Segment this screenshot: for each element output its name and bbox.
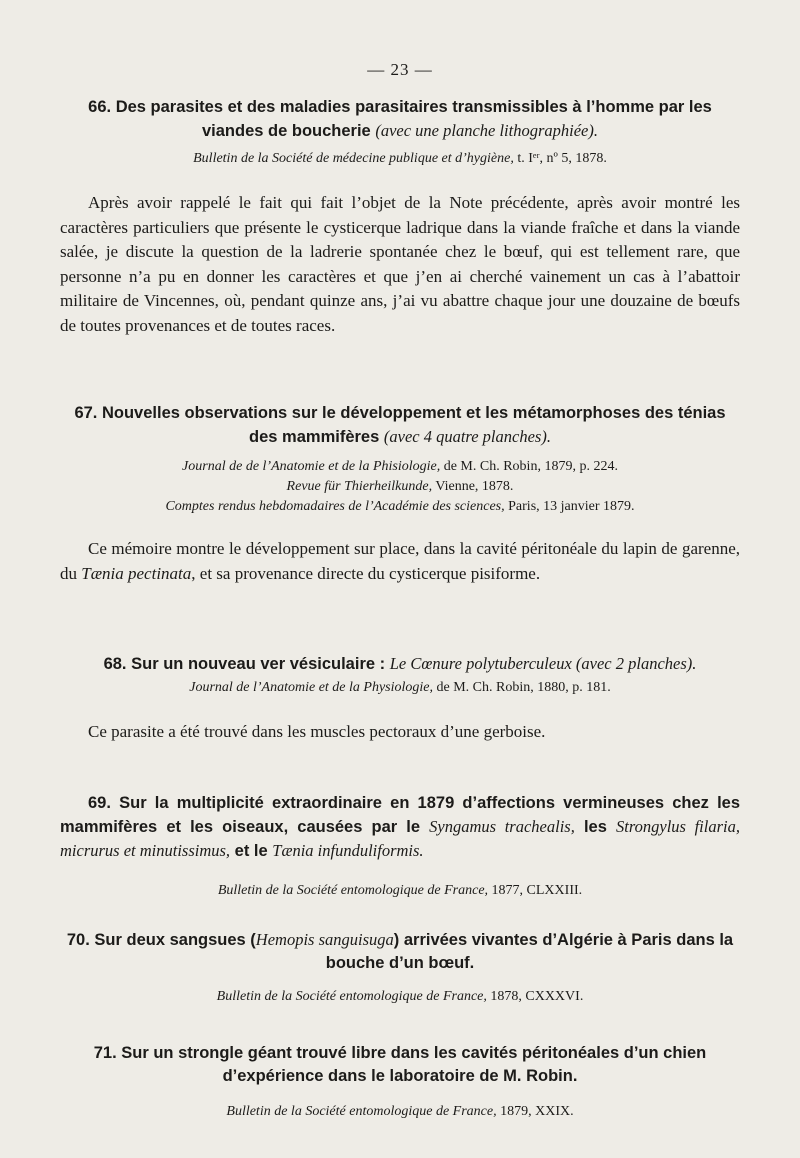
entry-title-text: Des parasites et des maladies parasitaires transmissibles à l’homme par les viandes de boucherie	[115, 98, 712, 140]
entry-title	[60, 652, 740, 676]
entry-title-text: Sur deux sangsues (	[94, 931, 256, 949]
paragraph-text: Ce mémoire montre le développement sur place, dans la cavité péritonéale du lapin de garenne, du	[60, 539, 740, 583]
entry-number: 71.	[93, 1044, 117, 1062]
reference-detail: Paris, 13 janvier 1879.	[508, 499, 635, 514]
reference	[60, 881, 740, 901]
entry-title-text: et le	[234, 842, 268, 860]
reference	[60, 987, 740, 1007]
reference-journal: Bulletin de la Société entomologique de France,	[216, 989, 487, 1004]
reference	[60, 457, 740, 477]
reference-journal: Bulletin de la Société entomologique de France,	[226, 1104, 497, 1119]
reference	[60, 477, 740, 497]
entry-title	[60, 402, 740, 449]
entry-number: 67.	[74, 404, 98, 422]
entry-paragraph: Après avoir rappelé le fait qui fait l’objet de la Note précédente, après avoir montré les caractères particuliers que présente le cysticerque ladrique dans la viande fraîche et dans la viande salée, je discute la question de la ladrerie spontanée chez le bœuf, qui est tellement rare, que personne n’a pu en donner les caractères et que j’en ai cherché vainement un cas à l’abattoir militaire de Vincennes, où, pendant quinze ans, j’ai vu abattre chaque jour une douzaine de bœufs de toutes provenances et de toutes races.	[60, 193, 740, 335]
entry-paragraph: Ce parasite a été trouvé dans les muscles pectoraux d’une gerboise.	[88, 722, 546, 741]
entry-title	[60, 96, 740, 143]
entry-title-species: Hemopis sanguisuga	[255, 930, 394, 949]
reference	[60, 149, 740, 169]
entry-title-text: Sur un strongle géant trouvé libre dans les cavités péritonéales d’un chien d’expérience dans le laboratoire de M. Robin.	[121, 1044, 707, 1085]
reference-detail: 1879, XXIX.	[500, 1104, 574, 1119]
entry-title-note: (avec 4 quatre planches).	[383, 427, 551, 446]
entry-title-species: Strongylus filaria, micrurus et minutissimus,	[60, 817, 740, 860]
entry-66	[60, 96, 740, 338]
entry-title-text: Sur un nouveau ver vésiculaire :	[131, 655, 386, 673]
entry-70	[60, 928, 740, 1007]
reference-detail: de M. Ch. Robin, 1879, p. 224.	[443, 459, 618, 474]
reference-journal: Revue für Thierheilkunde,	[286, 479, 433, 494]
reference-detail: 1877, CLXXIII.	[491, 883, 583, 898]
reference	[60, 497, 740, 517]
entry-title-text: ) arrivées vivantes d’Algérie à Paris dans la bouche d’un bœuf.	[325, 931, 734, 972]
entry-number: 66.	[88, 98, 112, 116]
entry-title-text: les	[583, 818, 607, 836]
entry-title-species: Syngamus trachealis,	[429, 817, 575, 836]
entry-71	[60, 1042, 740, 1122]
entry-67	[60, 402, 740, 586]
reference-journal: Bulletin de la Société entomologique de France,	[217, 883, 489, 898]
reference-journal: Journal de l’Anatomie et de la Physiologie,	[189, 680, 434, 695]
entry-68	[60, 652, 740, 745]
entry-title-note: (avec une planche lithographiée).	[375, 121, 598, 140]
entry-title-text: Sur la multiplicité extraordinaire en 1879 d’affections vermineuses chez les mammifères et les oiseaux, causées par le	[60, 794, 741, 836]
entry-number: 68.	[103, 655, 127, 673]
reference-detail: 1878, CXXXVI.	[490, 989, 584, 1004]
entry-title	[60, 1042, 740, 1088]
reference-journal: Bulletin de la Société de médecine publique et d’hygiène,	[193, 151, 514, 166]
entry-69	[60, 792, 740, 901]
entry-number: 69.	[88, 794, 111, 812]
paragraph-species: Tænia pectinata	[81, 563, 192, 583]
entry-title-note: Le Cœnure polytuberculeux (avec 2 planches).	[389, 654, 697, 673]
page-number: — 23 —	[367, 60, 433, 79]
entry-number: 70.	[66, 931, 90, 949]
reference-detail: t. Iᵉʳ, nº 5, 1878.	[517, 151, 607, 166]
reference-detail: de M. Ch. Robin, 1880, p. 181.	[436, 680, 611, 695]
entry-paragraph	[60, 537, 740, 586]
entry-title	[60, 928, 740, 975]
paragraph-text: , et sa provenance directe du cysticerque pisiforme.	[191, 563, 541, 583]
reference-journal: Journal de de l’Anatomie et de la Phisiologie,	[182, 459, 441, 474]
reference	[60, 678, 740, 698]
entry-title-species: Tænia infunduliformis.	[272, 841, 424, 860]
reference-detail: Vienne, 1878.	[435, 479, 514, 494]
entry-title	[60, 792, 740, 863]
entry-title-text: Nouvelles observations sur le développement et les métamorphoses des ténias des mammifères	[101, 404, 726, 446]
reference	[60, 1102, 740, 1122]
reference-journal: Comptes rendus hebdomadaires de l’Académie des sciences,	[165, 499, 505, 514]
